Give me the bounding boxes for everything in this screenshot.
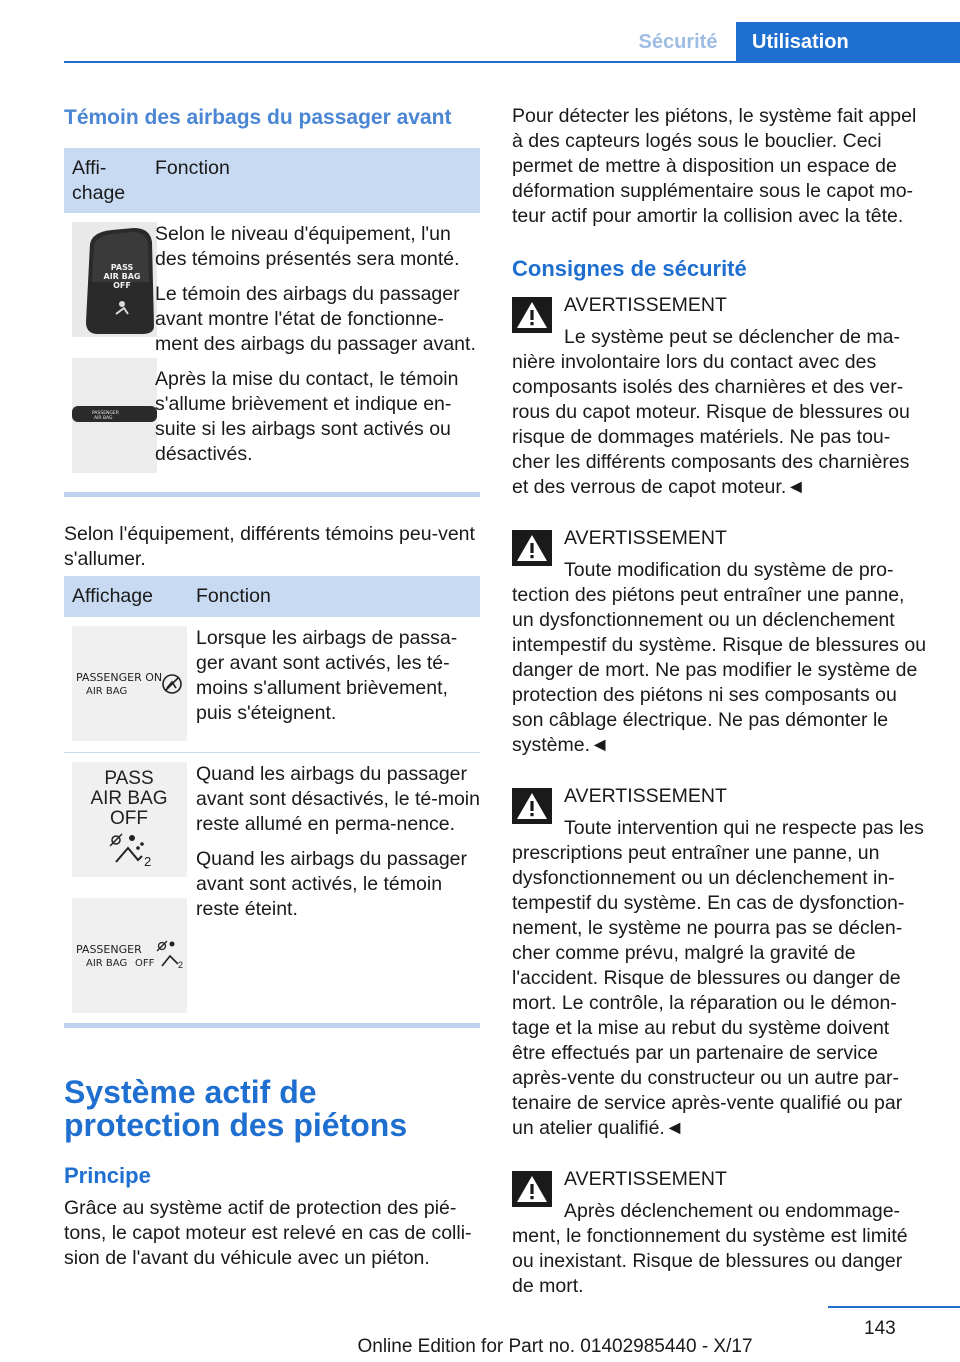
- warning-body: Le système peut se déclencher de ma‐nière involontaire lors du contact avec des composants isolés des charnières et des ver‐rous du capot moteur. Risque de blessures ou risque de dommages matériels. Ne pas tou‐cher les différents composants des charnières et des verrous de capot moteur.◄: [512, 326, 910, 498]
- table2-intro: Selon l'équipement, différents témoins peu‐vent s'allumer.: [64, 523, 475, 570]
- svg-text:2: 2: [178, 960, 184, 970]
- switch-off-label: OFF: [113, 281, 131, 290]
- table1-paragraph-2: Le témoin des airbags du passager avant montre l'état de fonctionne‐ment des airbags du passager avant.: [155, 283, 476, 355]
- warning-triangle-icon: [512, 788, 552, 824]
- passenger-airbag-strip-photo: [72, 358, 157, 473]
- table2-row-separator: [64, 752, 480, 753]
- right-column: [512, 104, 928, 1299]
- warning-body: Toute intervention qui ne respecte pas les prescriptions peut entraîner une panne, un dysfonctionnement ou un déclenchement in‐tempestif du système. En cas de dysfonction‐nement, le système ne pourra pas se déclen‐cher comme prévu, malgré la gravité de l'accident. Risque de blessures ou danger de mort. Le contrôle, la réparation ou le démon‐tage et la mise au rebut du système doivent être effectués par un partenaire de service après-vente du constructeur ou un autre par‐tenaire de service après-vente qualifié ou par un atelier qualifié.◄: [512, 817, 924, 1139]
- table1-function-cell: [155, 222, 480, 477]
- tab-securite[interactable]: Sécurité: [638, 30, 718, 53]
- switch-airbag-label: AIR BAG: [103, 272, 141, 281]
- warning-heading: AVERTISSEMENT: [564, 1168, 727, 1190]
- indicator-airbag-off-label: AIR BAG: [90, 788, 168, 809]
- pass-airbag-off-graphic: [72, 762, 187, 877]
- indicator-airbag-label: AIR BAG: [86, 686, 128, 697]
- left-column: [64, 0, 480, 1300]
- indicator2-passenger-label: PASSENGER: [76, 943, 142, 956]
- edition-note: Online Edition for Part no. 01402985440 - X/17: [357, 1336, 753, 1357]
- indicator2-off-label: OFF: [135, 958, 155, 969]
- indicator2-airbag-label: AIR BAG: [86, 958, 128, 969]
- indicator-off-label: OFF: [110, 808, 148, 829]
- table2-row1-text: Lorsque les airbags de passa‐ger avant sont activés, les té‐moins s'allument brièvement, puis s'éteignent.: [196, 627, 458, 724]
- warning-body: Toute modification du système de pro‐tection des piétons peut entraîner une panne, un dysfonctionnement ou un déclenchement intempestif du système. Risque de blessures ou danger de mort. Ne pas modifier le système de protection des piétons ni ses composants ou son câblage électrique. Ne pas démonter le système.◄: [512, 559, 927, 756]
- switch-pass-label: PASS: [110, 263, 134, 272]
- table1-col-fonction: Fonction: [155, 157, 230, 179]
- section-title-pedestrian-protection: Système actif de protection des piétons: [64, 1074, 408, 1143]
- passenger-airbag-strip-image: [72, 358, 157, 473]
- warning-block-4: [512, 1167, 928, 1299]
- passenger-on-indicator-graphic: [72, 626, 187, 741]
- warning-block-3: [512, 784, 928, 1141]
- table1-paragraph-3: Après la mise du contact, le témoin s'allume brièvement et indique en‐suite si les airbags sont activés ou désactivés.: [155, 368, 459, 465]
- table2-col-fonction: Fonction: [196, 585, 271, 607]
- table2-row2-text-b: Quand les airbags du passager avant sont activés, le témoin reste éteint.: [196, 848, 468, 920]
- table2-row2-function: [196, 762, 480, 932]
- subsection-title-principe: Principe: [64, 1163, 151, 1188]
- warning-heading: AVERTISSEMENT: [564, 527, 727, 549]
- passenger-airbag-off-graphic: [72, 898, 187, 1013]
- footer-rule: [828, 1306, 960, 1308]
- table2-row2-text-a: Quand les airbags du passager avant sont désactivés, le té‐moin reste allumé en perma‐nence.: [196, 763, 480, 835]
- airbag-switch-photo: [72, 222, 157, 337]
- warning-block-2: [512, 526, 928, 758]
- table1-header: [64, 148, 480, 213]
- subsection-title-consignes: Consignes de sécurité: [512, 256, 747, 281]
- passenger-airbag-off-indicator: [72, 898, 187, 1013]
- table2-header: [64, 576, 480, 617]
- table2-row1-function: [196, 626, 480, 736]
- pedestrian-detection-paragraph: Pour détecter les piétons, le système fait appel à des capteurs logés sous le bouclier. Ceci permet de mettre à disposition un espace de déformation supplémentaire sous le capot mo‐teur actif pour amortir la collision avec la tête.: [512, 105, 917, 227]
- warning-triangle-icon: [512, 530, 552, 566]
- principe-paragraph: Grâce au système actif de protection des pié‐tons, le capot moteur est relevé en cas de colli‐sion de l'avant du véhicule avec un piéton.: [64, 1197, 472, 1269]
- warning-triangle-icon: [512, 1171, 552, 1207]
- warning-body: Après déclenchement ou endommage‐ment, le fonctionnement du système est limité ou inexistant. Risque de blessures ou danger de mort.: [512, 1200, 908, 1297]
- indicator-passenger-on-label: PASSENGER ON: [76, 671, 163, 684]
- table1-col-affichage: Affi‐ chage: [72, 157, 126, 204]
- warning-triangle-icon: [512, 297, 552, 333]
- table2-bottom-rule: [64, 1023, 480, 1028]
- warning-block-1: [512, 293, 928, 500]
- strip-passenger-label: PASSENGER: [92, 411, 119, 416]
- table1-paragraph-1: Selon le niveau d'équipement, l'un des témoins présentés sera monté.: [155, 223, 460, 270]
- pass-airbag-off-switch-image: [72, 222, 157, 337]
- section-title-passenger-airbag: Témoin des airbags du passager avant: [64, 106, 452, 129]
- tab-utilisation[interactable]: Utilisation: [736, 22, 960, 63]
- table2-col-affichage: Affichage: [72, 585, 153, 607]
- indicator-pass-label: PASS: [104, 768, 154, 789]
- warning-heading: AVERTISSEMENT: [564, 294, 727, 316]
- table1-bottom-rule: [64, 492, 480, 497]
- warning-heading: AVERTISSEMENT: [564, 785, 727, 807]
- pass-airbag-off-indicator: [72, 762, 187, 877]
- passenger-on-airbag-indicator: [72, 626, 187, 741]
- strip-airbag-label: AIR BAG: [94, 416, 113, 421]
- svg-text:2: 2: [144, 854, 152, 869]
- page-number: 143: [864, 1318, 896, 1339]
